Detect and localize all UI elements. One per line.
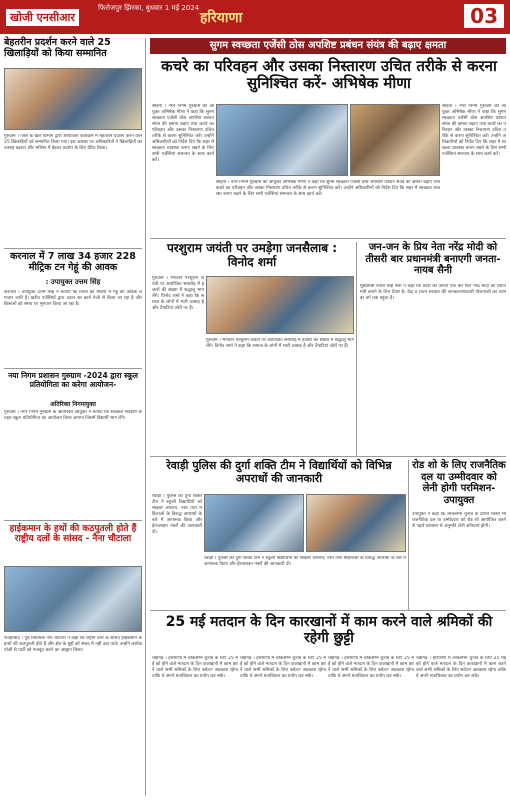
divider [4,248,142,249]
parshuram-photo [206,276,354,334]
divider [150,238,506,239]
section-title: हरियाणा [200,10,243,26]
divider [4,368,142,369]
rewari-body-2: रेवाड़ी । पुलिस की दुर्गा शक्ति टीम ने स्कूली विद्यार्थियों को साइबर अपराध, नशा तथा महिलाओं के विरुद्ध अपराधों के बारे में जागरूक किया और हेल्पलाइन नंबरों की जानकारी दी। [204,556,406,567]
story1-headline: बेहतरीन प्रदर्शन करने वाले 25 खिलाड़ियों को किया सम्मानित [4,37,111,59]
roadshow-body: उपायुक्त ने कहा कि लोकसभा चुनाव के दौरान किसी भी राजनैतिक दल या उम्मीदवार को रोड शो आयोजित करने से पहले प्रशासन से अनुमति लेनी अनिवार्य होगी। [412,512,506,529]
story2-subhead: : उपायुक्त उत्तम सिंह [45,278,101,286]
divider [150,456,506,457]
divider [408,460,409,610]
story1-body: गुरुग्राम । जिले के खेल विभाग द्वारा आयोजित कार्यक्रम में बेहतरीन प्रदर्शन करने वाले 25 खिलाड़ियों को सम्मानित किया गया। इस अवसर पर अधिकारियों ने खिलाड़ियों का उत्साह बढ़ाया और भविष्य में बेहतर प्रदर्शन के लिए प्रेरित किया। [4,134,142,151]
story2-headline: करनाल में 7 लाख 34 हजार 228 मीट्रिक टन गेहूं की आवक [10,251,136,273]
story4-body: फतेहाबाद । पूर्व विधायक नैना चौटाला ने कहा कि राष्ट्रीय दलों के सांसद हाईकमान के हाथों की कठपुतली होते हैं और क्षेत्र के मुद्दों को संसद में नहीं उठा पाते। उन्होंने कार्यकर्ताओं से पार्टी को मजबूत करने का आह्वान किया। [4,636,142,653]
modi-headline: जन-जन के प्रिय नेता नरेंद्र मोदी को तीसरी बार प्रधानमंत्री बनाएगी जनता-नायब सैनी [365,242,501,276]
awards-photo [4,68,142,130]
roadshow-headline: रोड शो के लिए राजनैतिक दल या उम्मीदवार को लेनी होगी परमिशन-उपायुक्त [412,460,506,506]
nainachautala-photo [4,566,142,632]
story3-subhead: अतिरिक्त निगमायुक्त [50,401,96,408]
story2-body: करनाल । उपायुक्त उत्तम सिंह ने बताया कि जिला की मंडियों में गेहूं की आवक लगातार जारी है। खरीद एजेंसियों द्वारा उठान का कार्य तेजी से किया जा रहा है और किसानों को समय पर भुगतान किया जा रहा है। [4,290,142,307]
parshuram-body-2: गुरुग्राम । भगवान परशुराम जयंती पर आयोजित समारोह में हजारों की संख्या में श्रद्धालु भाग लेंगे। विनोद शर्मा ने कहा कि समाज के लोगों में भारी उत्साह है और तैयारियां जोरों पर हैं। [206,338,354,349]
holiday-body-col2: चंडीगढ़ । हरियाणा में लोकसभा चुनाव के लिए 25 मई को होने वाले मतदान के दिन कारखानों में काम करने वाले सभी श्रमिकों के लिए सवेतन अवकाश रहेगा ताकि वे अपने मताधिकार का प्रयोग कर सकें। [240,656,326,679]
holiday-body-col3: चंडीगढ़ । हरियाणा में लोकसभा चुनाव के लिए 25 मई को होने वाले मतदान के दिन कारखानों में काम करने वाले सभी श्रमिकों के लिए सवेतन अवकाश रहेगा ताकि वे अपने मताधिकार का प्रयोग कर सकें। [328,656,414,679]
holiday-headline: 25 मई मतदान के दिन कारखानों में काम करने वाले श्रमिकों की रहेगी छुट्टी [165,614,493,647]
divider [4,520,142,521]
lead-photo-officials [350,104,440,176]
masthead [0,0,510,34]
story4-headline: हाईकमान के हथों की कठपुतली होते हैं राष्ट्रीय दलों के सांसद - नैना चौटाला [9,524,137,545]
lead-body: सोहना । नगर निगम गुरुग्राम की आयुक्त अभिषेक मीणा ने कहा कि सुगम स्वच्छता एजेंसी ठोस अपशिष्ट प्रबंधन संयंत्र की क्षमता बढ़ाए तथा कचरे का परिवहन और उसका निस्तारण उचित तरीके से करना सुनिश्चित करें। उन्होंने अधिकारियों को निर्देश दिए कि शहर में स्वच्छता व्यवस्था बनाए रखने के लिए सभी एजेंसियां समन्वय के साथ कार्य करें। [152,104,214,163]
lead-body-2: सोहना । नगर निगम गुरुग्राम की आयुक्त अभिषेक मीणा ने कहा कि सुगम स्वच्छता एजेंसी ठोस अपशिष्ट प्रबंधन संयंत्र की क्षमता बढ़ाए तथा कचरे का परिवहन और उसका निस्तारण उचित तरीके से करना सुनिश्चित करें। उन्होंने अधिकारियों को निर्देश दिए कि शहर में स्वच्छता व्यवस्था बनाए रखने के लिए सभी एजेंसियां समन्वय के साथ कार्य करें। [216,180,440,197]
divider [356,242,357,456]
modi-body: मुख्यमंत्री नायब सिंह सैनी ने कहा कि प्रदेश की जनता एक बार फिर नरेंद्र मोदी को प्रधानमंत्री बनाने के लिए तैयार है। केंद्र व राज्य सरकार की जनकल्याणकारी योजनाओं का लाभ हर वर्ग तक पहुंचा है। [360,284,506,301]
rewari-headline: रेवाड़ी पुलिस की दुर्गा शक्ति टीम ने विद्यार्थियों को विभिन्न अपराधों की जानकारी [166,459,392,485]
lead-body-3: सोहना । नगर निगम गुरुग्राम की आयुक्त अभिषेक मीणा ने कहा कि सुगम स्वच्छता एजेंसी ठोस अपशिष्ट प्रबंधन संयंत्र की क्षमता बढ़ाए तथा कचरे का परिवहन और उसका निस्तारण उचित तरीके से करना सुनिश्चित करें। उन्होंने अधिकारियों को निर्देश दिए कि शहर में स्वच्छता व्यवस्था बनाए रखने के लिए सभी एजेंसियां समन्वय के साथ कार्य करें। [442,104,506,157]
parshuram-headline: परशुराम जयंती पर उमड़ेगा जनसैलाब : विनोद शर्मा [166,241,338,269]
top-banner: सुगम स्वच्छता एजेंसी ठोस अपशिष्ट प्रबंधन संयंत्र की बढ़ाए क्षमता [150,38,506,54]
parshuram-body: गुरुग्राम । भगवान परशुराम जयंती पर आयोजित समारोह में हजारों की संख्या में श्रद्धालु भाग लेंगे। विनोद शर्मा ने कहा कि समाज के लोगों में भारी उत्साह है और तैयारियां जोरों पर हैं। [152,276,204,311]
publication-name: खोजी एनसीआर [6,9,79,26]
date-line: फिरोजपुर झिरका, बुधवार 1 मई 2024 [98,4,200,12]
page-number: 03 [464,4,504,28]
divider [150,610,506,611]
lead-headline: कचरे का परिवहन और उसका निस्तारण उचित तरीके से करना सुनिश्चित करें- अभिषेक मीणा [161,57,497,93]
story3-body: गुरुग्राम । नगर निगम गुरुग्राम के अतिरिक्त आयुक्त ने बताया कि स्वच्छता सर्वेक्षण के तहत स्कूल प्रतियोगिता का आयोजन किया जाएगा जिसमें विद्यार्थी भाग लेंगे। [4,410,142,421]
rewari-body: रेवाड़ी । पुलिस की दुर्गा शक्ति टीम ने स्कूली विद्यार्थियों को साइबर अपराध, नशा तथा महिलाओं के विरुद्ध अपराधों के बारे में जागरूक किया और हेल्पलाइन नंबरों की जानकारी दी। [152,494,202,535]
lead-photo-meeting [216,104,348,176]
story3-headline: नया निगम प्रशासन गुरुग्राम -2024 द्वारा स्कूल प्रतियोगिता का करेगा आयोजन- [8,371,138,389]
rewari-photo-session [306,494,406,552]
left-column [4,38,146,796]
holiday-body-col1: चंडीगढ़ । हरियाणा में लोकसभा चुनाव के लिए 25 मई को होने वाले मतदान के दिन कारखानों में काम करने वाले सभी श्रमिकों के लिए सवेतन अवकाश रहेगा ताकि वे अपने मताधिकार का प्रयोग कर सकें। [152,656,238,679]
rewari-photo-students [204,494,304,552]
holiday-body-col4: चंडीगढ़ । हरियाणा में लोकसभा चुनाव के लिए 25 मई को होने वाले मतदान के दिन कारखानों में काम करने वाले सभी श्रमिकों के लिए सवेतन अवकाश रहेगा ताकि वे अपने मताधिकार का प्रयोग कर सकें। [416,656,506,679]
